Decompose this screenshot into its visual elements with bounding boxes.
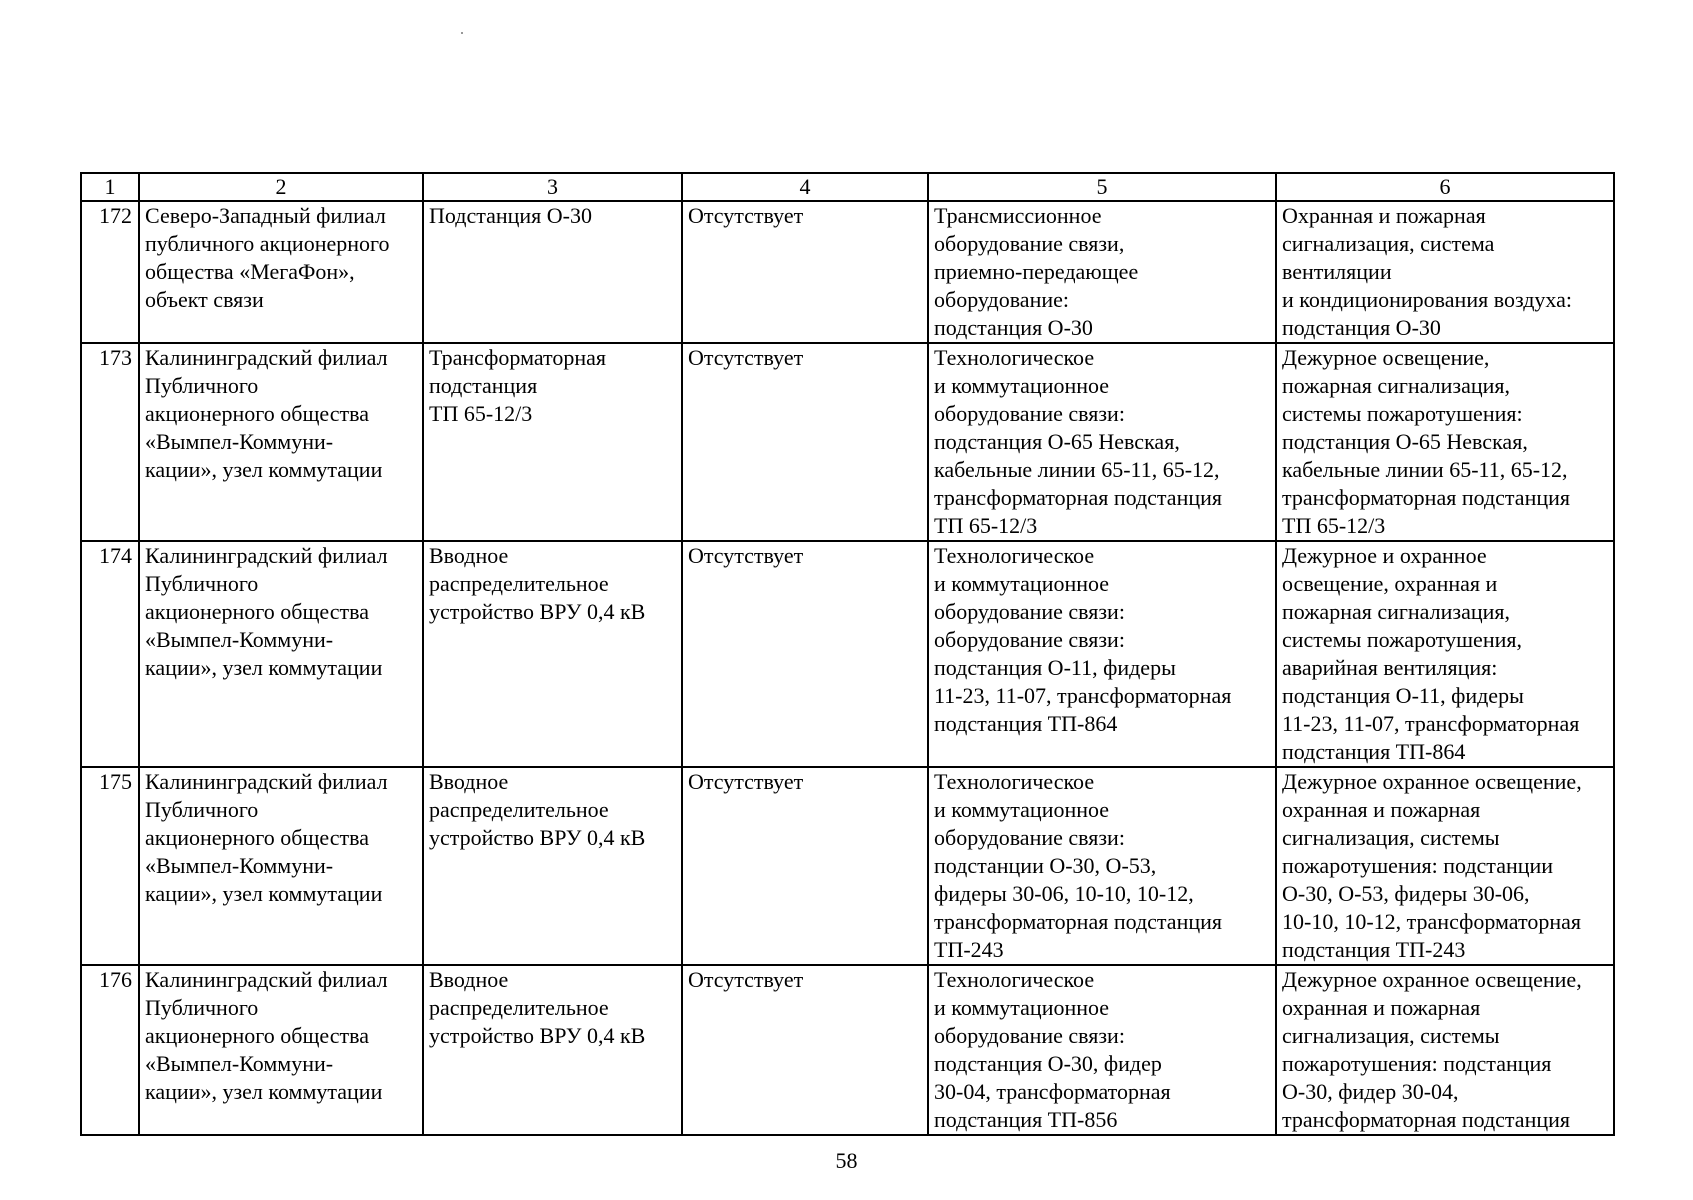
systems-cell: Дежурное освещение, пожарная сигнализация, системы пожаротушения: подстанция О-65 Невская, кабельные линии 65-11, 65-12, трансформаторная подстанция ТП 65-12/3: [1276, 343, 1614, 541]
table-row: [81, 541, 1614, 767]
source-cell: Вводное распределительное устройство ВРУ 0,4 кВ: [423, 965, 682, 1135]
row-number: 175: [81, 767, 139, 965]
column-number-header: 3: [423, 173, 682, 201]
equipment-cell: Трансмиссионное оборудование связи, приемно-передающее оборудование: подстанция О-30: [928, 201, 1276, 343]
owner-cell: Калининградский филиал Публичного акционерного общества «Вымпел-Коммуни- кации», узел коммутации: [139, 965, 423, 1135]
reserve-cell: Отсутствует: [682, 965, 928, 1135]
equipment-cell: Технологическое и коммутационное оборудование связи: подстанция О-65 Невская, кабельные линии 65-11, 65-12, трансформаторная подстанция ТП 65-12/3: [928, 343, 1276, 541]
systems-cell: Охранная и пожарная сигнализация, система вентиляции и кондиционирования воздуха: подстанция О-30: [1276, 201, 1614, 343]
reserve-cell: Отсутствует: [682, 767, 928, 965]
systems-cell: Дежурное охранное освещение, охранная и пожарная сигнализация, системы пожаротушения: подстанция О-30, фидер 30-04, трансформаторная подстанция: [1276, 965, 1614, 1135]
equipment-cell: Технологическое и коммутационное оборудование связи: оборудование связи: подстанция О-11, фидеры 11-23, 11-07, трансформаторная подстанция ТП-864: [928, 541, 1276, 767]
column-number-header: 6: [1276, 173, 1614, 201]
source-cell: Вводное распределительное устройство ВРУ 0,4 кВ: [423, 541, 682, 767]
source-cell: Трансформаторная подстанция ТП 65-12/3: [423, 343, 682, 541]
table-row: [81, 767, 1614, 965]
systems-cell: Дежурное охранное освещение, охранная и пожарная сигнализация, системы пожаротушения: подстанции О-30, О-53, фидеры 30-06, 10-10, 10-12, трансформаторная подстанция ТП-243: [1276, 767, 1614, 965]
table-row: [81, 965, 1614, 1135]
source-cell: Подстанция О-30: [423, 201, 682, 343]
page-number: 58: [835, 1148, 858, 1173]
equipment-cell: Технологическое и коммутационное оборудование связи: подстанции О-30, О-53, фидеры 30-06, 10-10, 10-12, трансформаторная подстанция ТП-243: [928, 767, 1276, 965]
row-number: 174: [81, 541, 139, 767]
reserve-cell: Отсутствует: [682, 541, 928, 767]
column-number-header: 2: [139, 173, 423, 201]
row-number: 173: [81, 343, 139, 541]
table-row: [81, 343, 1614, 541]
reserve-cell: Отсутствует: [682, 343, 928, 541]
scan-speck: [461, 32, 463, 34]
column-number-header: 4: [682, 173, 928, 201]
owner-cell: Калининградский филиал Публичного акционерного общества «Вымпел-Коммуни- кации», узел коммутации: [139, 767, 423, 965]
owner-cell: Калининградский филиал Публичного акционерного общества «Вымпел-Коммуни- кации», узел коммутации: [139, 343, 423, 541]
table-row: [81, 201, 1614, 343]
reserve-cell: Отсутствует: [682, 201, 928, 343]
source-cell: Вводное распределительное устройство ВРУ 0,4 кВ: [423, 767, 682, 965]
column-number-header: 5: [928, 173, 1276, 201]
systems-cell: Дежурное и охранное освещение, охранная и пожарная сигнализация, системы пожаротушения, аварийная вентиляция: подстанция О-11, фидеры 11-23, 11-07, трансформаторная подстанция ТП-864: [1276, 541, 1614, 767]
data-table: [80, 172, 1615, 1136]
row-number: 172: [81, 201, 139, 343]
equipment-cell: Технологическое и коммутационное оборудование связи: подстанция О-30, фидер 30-04, трансформаторная подстанция ТП-856: [928, 965, 1276, 1135]
owner-cell: Северо-Западный филиал публичного акционерного общества «МегаФон», объект связи: [139, 201, 423, 343]
owner-cell: Калининградский филиал Публичного акционерного общества «Вымпел-Коммуни- кации», узел коммутации: [139, 541, 423, 767]
row-number: 176: [81, 965, 139, 1135]
column-number-header: 1: [81, 173, 139, 201]
column-number-row: [81, 173, 1614, 201]
